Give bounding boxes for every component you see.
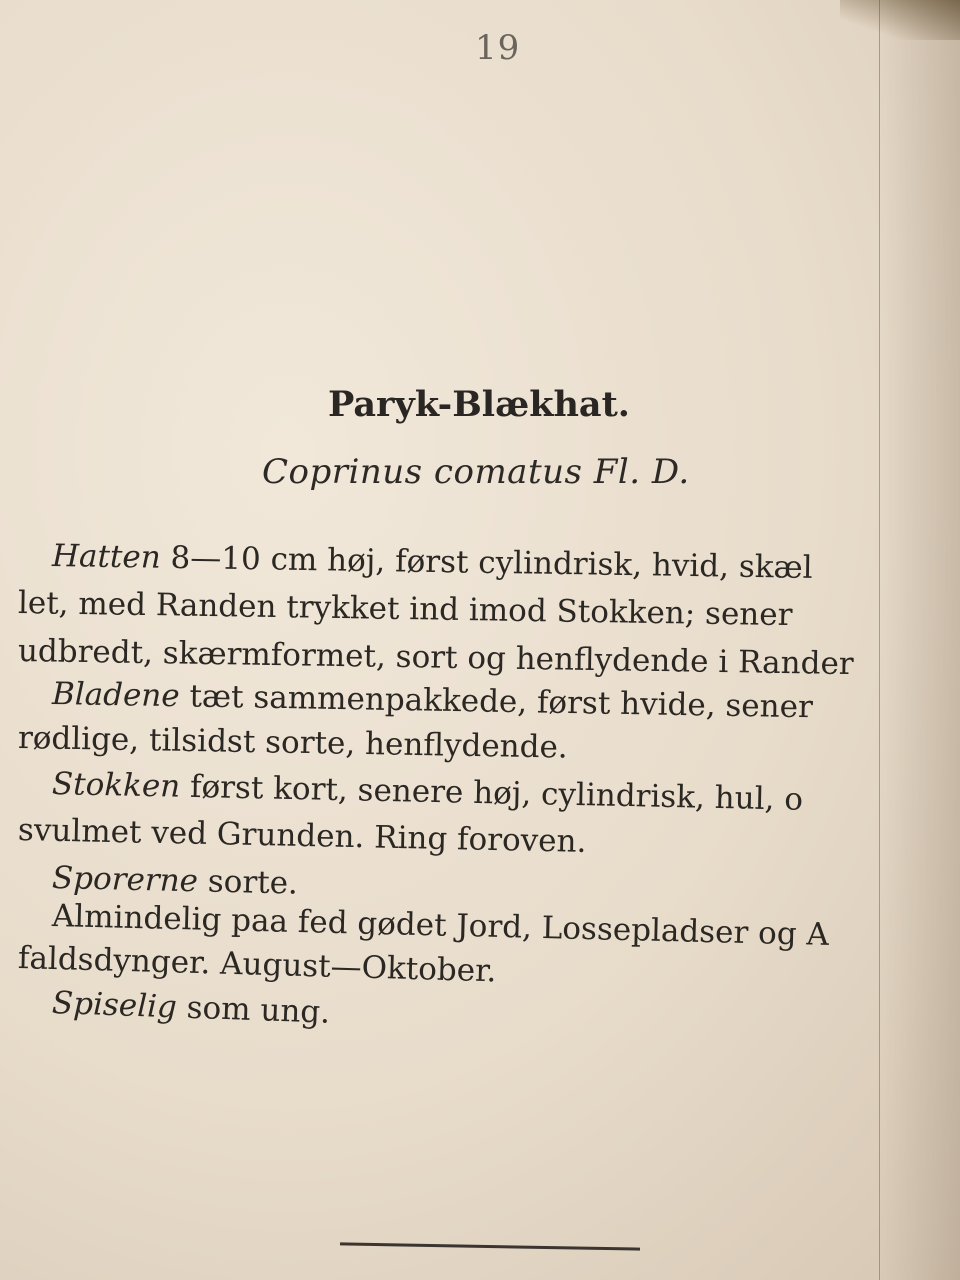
term-bladene: Bladene: [51, 676, 180, 715]
page-number: 19: [475, 28, 521, 68]
facing-page-edge: [879, 0, 960, 1280]
text-line-2: let, med Randen trykket ind imod Stokken; sener: [17, 585, 793, 634]
text-line-1: [52, 538, 813, 586]
text-line-5: rødlige, tilsidst sorte, henflydende.: [17, 720, 569, 766]
term-stokken: Stokken: [51, 766, 181, 805]
text-line-11: [51, 985, 330, 1031]
text-line-4: [52, 676, 813, 725]
corner-shadow: [840, 0, 960, 40]
text-line-9: Almindelig paa fed gødet Jord, Lossepladser og A: [51, 898, 830, 953]
text-line-4-body: tæt sammenpakkede, først hvide, sener: [179, 678, 814, 726]
term-spiselig: Spiselig: [51, 985, 178, 1026]
text-line-10: faldsdynger. August—Oktober.: [17, 940, 497, 990]
text-line-6: [52, 766, 804, 818]
text-line-8-body: sorte.: [197, 863, 299, 902]
text-line-7: svulmet ved Grunden. Ring foroven.: [17, 812, 587, 860]
entry-title: Paryk-Blækhat.: [328, 384, 630, 425]
text-line-3: udbredt, skærmformet, sort og henflydende i Rander: [17, 633, 854, 683]
term-hatten: Hatten: [51, 538, 162, 576]
text-line-6-body: først kort, senere høj, cylindrisk, hul, o: [179, 768, 804, 818]
text-line-8: [52, 860, 299, 902]
latin-name: Coprinus comatus Fl. D.: [262, 452, 690, 492]
text-line-1-body: 8—10 cm høj, først cylindrisk, hvid, skæl: [160, 539, 813, 586]
text-line-11-body: som ung.: [176, 989, 331, 1031]
term-sporerne: Sporerne: [51, 860, 199, 900]
bottom-rule: [340, 1242, 640, 1250]
